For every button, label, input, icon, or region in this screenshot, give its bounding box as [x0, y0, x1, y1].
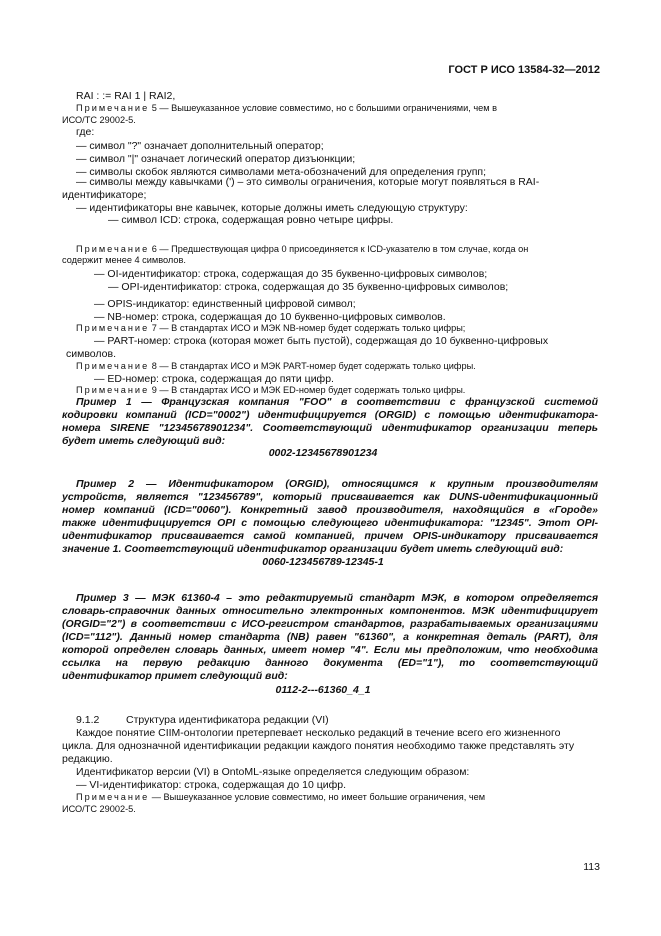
list-item: — OI-идентификатор: строка, содержащая до 35 буквенно-цифровых символов;	[94, 268, 488, 280]
note-5	[76, 102, 598, 115]
example-1-code: 0002-12345678901234	[268, 447, 378, 459]
final-note	[76, 791, 598, 804]
list-item: — OPI-идентификатор: строка, содержащая до 35 буквенно-цифровых символов;	[108, 281, 509, 293]
list-item: — идентификаторы вне кавычек, которые должны иметь следующую структуру:	[76, 202, 468, 214]
note-8	[76, 360, 476, 373]
example-3-line: ссылка на первую редакцию данного документа (ED="1"), то соответствующий	[62, 657, 598, 669]
grammar-rule: RAI : := RAI 1 | RAI2,	[76, 90, 176, 102]
list-item-cont: символов.	[66, 348, 116, 360]
list-item: — символ ICD: строка, содержащая ровно четыре цифры.	[108, 214, 394, 226]
list-item: — символы между кавычками (') – это символы ограничения, которые могут появляться в RAI-	[76, 176, 540, 188]
list-item: — символы скобок являются символами мета-обозначений для определения групп;	[76, 166, 487, 178]
note-label: Примечание	[76, 792, 150, 802]
note-text: 8 — В стандартах ИСО и МЭК PART-номер будет содержать только цифры.	[151, 361, 476, 371]
example-3-line: словарь-справочник данных относительно электронных компонентов. МЭК идентифицирует	[62, 605, 598, 617]
paragraph-line: Каждое понятие CIIM-онтологии претерпевает несколько редакций в течение всего его жизненного	[76, 727, 561, 739]
list-item: — PART-номер: строка (которая может быть пустой), содержащая до 10 буквенно-цифровых	[94, 335, 549, 347]
example-2-line: идентификатор присваивается самой компанией, причем OPIS-индикатору присваивается	[62, 530, 598, 542]
example-3-line: идентификатор примет следующий вид:	[62, 670, 288, 682]
example-2-line: значение 1. Соответствующий идентификатор организации будет иметь следующий вид:	[62, 543, 564, 555]
note-7	[76, 322, 465, 335]
note-label: Примечание	[76, 361, 150, 371]
note-label: Примечание	[76, 323, 150, 333]
example-3-code: 0112-2---61360_4_1	[275, 684, 371, 696]
paragraph-line: Идентификатор версии (VI) в OntoML-языке определяется следующим образом:	[76, 766, 470, 778]
list-item: — OPIS-индикатор: единственный цифровой символ;	[94, 298, 356, 310]
example-2-code: 0060-123456789-12345-1	[262, 556, 384, 568]
example-3-line: которой определен словарь данных, имеет номер "4". Если мы предположим, что необходима	[62, 644, 598, 656]
list-item: — VI-идентификатор: строка, содержащая до 10 цифр.	[76, 779, 347, 791]
section-title: Структура идентификатора редакции (VI)	[126, 714, 329, 726]
example-1-line: Пример 1 — Французская компания "FOO" в соответствии с французской системой	[76, 396, 598, 408]
example-1-line: номера SIRENE "12345678901234". Соответствующий идентификатор организации теперь	[62, 422, 598, 434]
example-2-line: номер компаний (ICD="0060"). Конкретный завод производителя, находящийся в «Городе»	[62, 504, 598, 516]
example-3-line: (ORGID="2") в соответствии с ИСО-регистром стандартов, разрабатываемых организациями	[62, 618, 598, 630]
list-item: — ED-номер: строка, содержащая до пяти цифр.	[94, 373, 334, 385]
list-item: — символ "|" означает логический оператор дизъюнкции;	[76, 153, 356, 165]
note-text: 7 — В стандартах ИСО и МЭК NB-номер будет содержать только цифры;	[151, 323, 466, 333]
section-number: 9.1.2	[76, 714, 100, 726]
example-3-line: Пример 3 — МЭК 61360-4 – это редактируемый стандарт МЭК, в котором определяется	[76, 592, 598, 604]
paragraph-line: цикла. Для однозначной идентификации редакции каждого понятия необходимо также представлять эту	[62, 740, 575, 752]
note-label: Примечание	[76, 103, 150, 113]
note-6-cont: содержит менее 4 символов.	[62, 255, 186, 265]
example-1-line: будет иметь следующий вид:	[62, 435, 226, 447]
note-text: 5 — Вышеуказанное условие совместимо, но с большими ограничениями, чем в	[151, 103, 497, 113]
final-note-cont: ИСО/ТС 29002-5.	[62, 804, 136, 814]
list-item: — NB-номер: строка, содержащая до 10 буквенно-цифровых символов.	[94, 311, 446, 323]
document-header: ГОСТ Р ИСО 13584-32—2012	[448, 64, 600, 76]
example-2-line: также идентифицируется OPI с помощью следующего идентификатора: "12345". Этот OPI-	[62, 517, 598, 529]
note-text: 9 — В стандартах ИСО и МЭК ED-номер будет содержать только цифры.	[151, 385, 466, 395]
list-item: — символ "?" означает дополнительный оператор;	[76, 140, 324, 152]
note-text: 6 — Предшествующая цифра 0 присоединяется к ICD-указателю в том случае, когда он	[151, 244, 529, 254]
example-2-line: Пример 2 — Идентификатором (ORGID), относящимся к крупным производителям	[76, 478, 598, 490]
paragraph-line: редакцию.	[62, 753, 113, 765]
example-1-line: кодировки компаний (ICD="0002") идентифицируется (ORGID) с помощью идентификатора-	[62, 409, 598, 421]
example-2-line: устройств, является "123456789", который присваивается как DUNS-идентификационный	[62, 491, 598, 503]
list-item-cont: идентификаторе;	[62, 189, 147, 201]
note-label: Примечание	[76, 244, 150, 254]
note-5-cont: ИСО/ТС 29002-5.	[62, 115, 136, 125]
note-text: — Вышеуказанное условие совместимо, но имеет большие ограничения, чем	[151, 792, 486, 802]
example-3-line: (ICD="112"). Данный номер стандарта (NB) равен "61360", а конкретная деталь (PART), для	[62, 631, 598, 643]
where-label: где:	[76, 126, 95, 138]
note-label: Примечание	[76, 385, 150, 395]
page-number: 113	[583, 861, 600, 873]
